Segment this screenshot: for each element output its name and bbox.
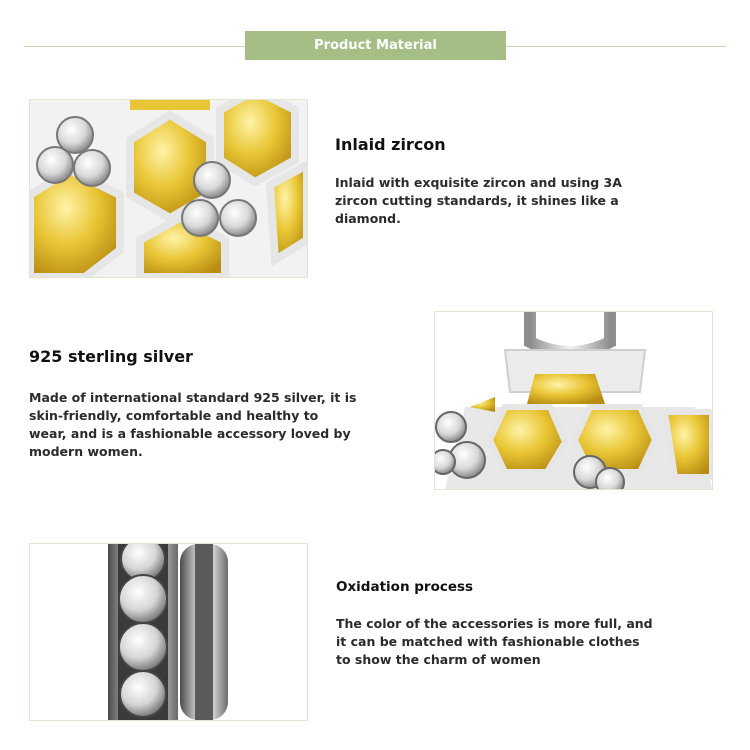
sterling-silver-photo <box>434 311 713 490</box>
inlaid-zircon-photo <box>29 99 308 278</box>
header-divider-left <box>24 46 245 47</box>
section-description-inlaid-zircon: Inlaid with exquisite zircon and using 3A zircon cutting standards, it shines like a diamond. <box>335 175 622 226</box>
header-divider-right <box>506 46 726 47</box>
section-description-sterling-silver: Made of international standard 925 silver, it is skin-friendly, comfortable and healthy to wear, and is a fashionable accessory loved by modern women. <box>29 390 357 459</box>
section-title-sterling-silver: 925 sterling silver <box>29 347 193 366</box>
section-title-oxidation-process: Oxidation process <box>336 579 474 595</box>
section-description-oxidation-process: The color of the accessories is more full, and it can be matched with fashionable clothes to show the charm of women <box>336 616 653 667</box>
section-header-badge: Product Material <box>245 31 506 60</box>
section-title-inlaid-zircon: Inlaid zircon <box>335 135 446 154</box>
oxidation-process-photo <box>29 543 308 721</box>
